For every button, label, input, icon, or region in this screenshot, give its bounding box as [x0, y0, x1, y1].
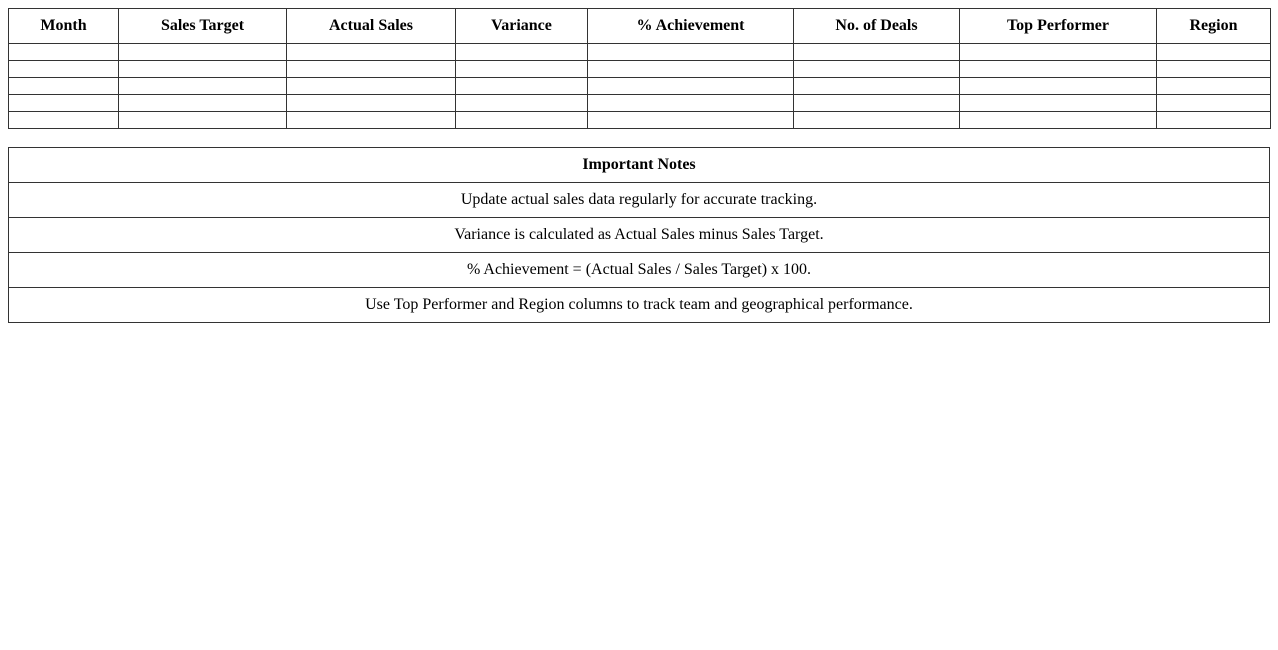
- table-cell[interactable]: [1157, 44, 1271, 61]
- table-cell[interactable]: [119, 95, 287, 112]
- table-cell[interactable]: [9, 95, 119, 112]
- table-cell[interactable]: [9, 78, 119, 95]
- page-content: [8, 8, 1270, 323]
- table-cell[interactable]: [794, 95, 960, 112]
- note-row: [9, 183, 1270, 218]
- column-header-region: Region: [1157, 9, 1271, 44]
- table-cell[interactable]: [287, 95, 456, 112]
- notes-title: Important Notes: [9, 148, 1270, 183]
- table-cell[interactable]: [9, 44, 119, 61]
- table-cell[interactable]: [1157, 112, 1271, 129]
- table-cell[interactable]: [287, 61, 456, 78]
- table-cell[interactable]: [588, 44, 794, 61]
- column-header-variance: Variance: [456, 9, 588, 44]
- table-cell[interactable]: [794, 112, 960, 129]
- table-cell[interactable]: [456, 44, 588, 61]
- column-header-no-of-deals: No. of Deals: [794, 9, 960, 44]
- table-cell[interactable]: [794, 44, 960, 61]
- note-row: [9, 288, 1270, 323]
- table-cell[interactable]: [960, 112, 1157, 129]
- table-cell[interactable]: [960, 61, 1157, 78]
- column-header-top-performer: Top Performer: [960, 9, 1157, 44]
- sales-tracker-table: [8, 8, 1271, 129]
- table-cell[interactable]: [588, 61, 794, 78]
- table-cell[interactable]: [456, 78, 588, 95]
- table-cell[interactable]: [287, 112, 456, 129]
- table-row: [9, 44, 1271, 61]
- column-header-month: Month: [9, 9, 119, 44]
- column-header-sales-target: Sales Target: [119, 9, 287, 44]
- note-item: Use Top Performer and Region columns to track team and geographical performance.: [9, 288, 1270, 323]
- table-cell[interactable]: [456, 112, 588, 129]
- table-cell[interactable]: [119, 44, 287, 61]
- important-notes-table: [8, 147, 1270, 323]
- column-header-achievement: % Achievement: [588, 9, 794, 44]
- table-body: [9, 44, 1271, 129]
- table-cell[interactable]: [588, 112, 794, 129]
- table-cell[interactable]: [960, 95, 1157, 112]
- table-cell[interactable]: [456, 61, 588, 78]
- table-row: [9, 61, 1271, 78]
- table-cell[interactable]: [119, 78, 287, 95]
- column-header-actual-sales: Actual Sales: [287, 9, 456, 44]
- table-cell[interactable]: [1157, 95, 1271, 112]
- table-cell[interactable]: [1157, 78, 1271, 95]
- table-cell[interactable]: [287, 78, 456, 95]
- note-item: Variance is calculated as Actual Sales minus Sales Target.: [9, 218, 1270, 253]
- table-cell[interactable]: [794, 78, 960, 95]
- table-cell[interactable]: [9, 112, 119, 129]
- table-cell[interactable]: [119, 61, 287, 78]
- table-cell[interactable]: [456, 95, 588, 112]
- table-cell[interactable]: [588, 95, 794, 112]
- table-header-row: [9, 9, 1271, 44]
- table-cell[interactable]: [588, 78, 794, 95]
- note-item: % Achievement = (Actual Sales / Sales Target) x 100.: [9, 253, 1270, 288]
- table-row: [9, 95, 1271, 112]
- note-row: [9, 218, 1270, 253]
- table-cell[interactable]: [287, 44, 456, 61]
- notes-header-row: [9, 148, 1270, 183]
- table-cell[interactable]: [960, 78, 1157, 95]
- note-row: [9, 253, 1270, 288]
- table-cell[interactable]: [960, 44, 1157, 61]
- table-row: [9, 78, 1271, 95]
- table-cell[interactable]: [9, 61, 119, 78]
- table-cell[interactable]: [119, 112, 287, 129]
- table-cell[interactable]: [794, 61, 960, 78]
- table-cell[interactable]: [1157, 61, 1271, 78]
- note-item: Update actual sales data regularly for accurate tracking.: [9, 183, 1270, 218]
- table-row: [9, 112, 1271, 129]
